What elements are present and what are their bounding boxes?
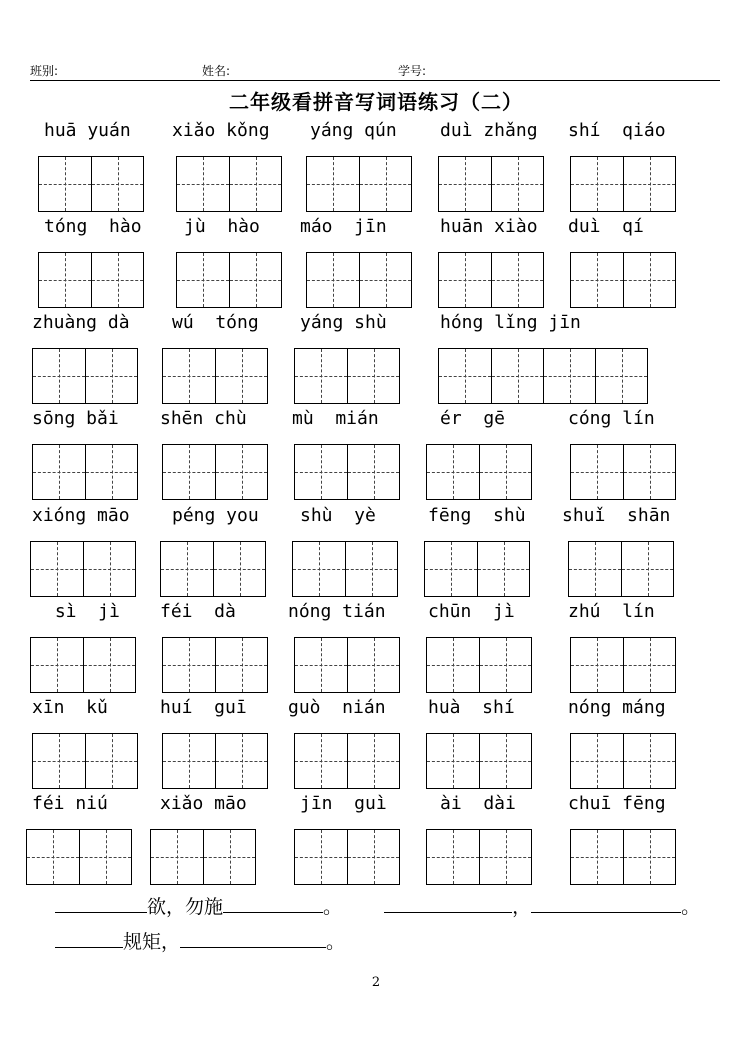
character-box[interactable] [427,734,479,788]
tianzige-grid [570,733,676,789]
tianzige-grid [426,829,532,885]
tianzige-grid [294,637,400,693]
tianzige-grid [306,156,412,212]
fill-line-2 [55,927,345,954]
pinyin-label: cóng lín [568,408,655,429]
tianzige-grid [162,733,268,789]
pinyin-label: nóng máng [568,697,666,718]
name-label: 姓名: [202,64,231,78]
character-box[interactable] [213,542,265,596]
tianzige-grid [294,444,400,500]
tianzige-grid [570,829,676,885]
character-box[interactable] [623,253,675,307]
pinyin-label: duì qí [568,216,644,237]
character-box[interactable] [439,253,491,307]
character-box[interactable] [91,157,143,211]
character-box[interactable] [345,542,397,596]
character-box[interactable] [479,445,531,499]
character-box[interactable] [621,542,673,596]
header-info [30,62,720,80]
pinyin-label: shēn chù [160,408,247,429]
character-box[interactable] [85,445,137,499]
tianzige-grid [570,156,676,212]
class-label: 班别: [30,64,59,78]
character-box[interactable] [177,157,229,211]
tianzige-grid [150,829,256,885]
tianzige-grid [438,348,648,404]
character-box[interactable] [215,445,267,499]
pinyin-label: jù hào [184,216,260,237]
pinyin-label: duì zhǎng [440,120,538,141]
header-divider [30,80,720,81]
tianzige-grid [426,444,532,500]
character-box[interactable] [543,349,595,403]
tianzige-grid [294,829,400,885]
pinyin-label: féi niú [32,793,108,814]
character-box[interactable] [427,445,479,499]
character-box[interactable] [623,157,675,211]
tianzige-grid [570,252,676,308]
character-box[interactable] [571,253,623,307]
tianzige-grid [32,444,138,500]
character-box[interactable] [347,734,399,788]
character-box[interactable] [163,445,215,499]
pinyin-label: ài dài [440,793,516,814]
character-box[interactable] [595,349,647,403]
character-box[interactable] [79,830,131,884]
character-box[interactable] [229,157,281,211]
tianzige-grid [30,541,136,597]
pinyin-label: xiǎo kǒng [172,120,270,141]
pinyin-label: shuǐ shān [562,505,671,526]
character-box[interactable] [571,734,623,788]
page-number: 2 [371,975,381,990]
answer-blank[interactable] [384,911,512,913]
pinyin-label: chuī fēng [568,793,666,814]
character-box[interactable] [295,638,347,692]
character-box[interactable] [347,830,399,884]
student-number-label: 学号: [398,64,427,78]
character-box[interactable] [39,253,91,307]
tianzige-grid [38,252,144,308]
character-box[interactable] [439,349,491,403]
character-box[interactable] [307,253,359,307]
character-box[interactable] [347,445,399,499]
pinyin-label: péng you [172,505,259,526]
tianzige-grid [568,541,674,597]
tianzige-grid [426,733,532,789]
tianzige-grid [438,156,544,212]
pinyin-label: huā yuán [44,120,131,141]
character-box[interactable] [479,638,531,692]
fill-punct: 。 [326,931,346,953]
tianzige-grid [424,541,530,597]
tianzige-grid [160,541,266,597]
answer-blank[interactable] [531,911,681,913]
character-box[interactable] [623,830,675,884]
character-box[interactable] [85,734,137,788]
character-box[interactable] [293,542,345,596]
character-box[interactable] [39,157,91,211]
fill-line-1 [55,892,700,919]
tianzige-grid [162,444,268,500]
character-box[interactable] [85,349,137,403]
page-title: 二年级看拼音写词语练习（二） [229,90,523,114]
pinyin-label: hóng lǐng jīn [440,312,581,333]
pinyin-label: tóng hào [44,216,142,237]
pinyin-label: fēng shù [428,505,526,526]
character-box[interactable] [623,734,675,788]
tianzige-grid [438,252,544,308]
character-box[interactable] [83,542,135,596]
character-box[interactable] [151,830,203,884]
character-box[interactable] [569,542,621,596]
character-box[interactable] [177,253,229,307]
character-box[interactable] [477,542,529,596]
character-box[interactable] [33,445,85,499]
pinyin-label: sōng bǎi [32,408,119,429]
pinyin-label: yáng shù [300,312,387,333]
character-box[interactable] [571,638,623,692]
character-box[interactable] [203,830,255,884]
tianzige-grid [162,348,268,404]
tianzige-grid [26,829,132,885]
pinyin-label: shù yè [300,505,376,526]
character-box[interactable] [31,638,83,692]
character-box[interactable] [91,253,143,307]
character-box[interactable] [427,830,479,884]
tianzige-grid [306,252,412,308]
character-box[interactable] [571,830,623,884]
character-box[interactable] [229,253,281,307]
tianzige-grid [176,252,282,308]
tianzige-grid [294,348,400,404]
tianzige-grid [570,444,676,500]
fill-text: 规矩， [123,931,181,953]
tianzige-grid [292,541,398,597]
character-box[interactable] [161,542,213,596]
character-box[interactable] [491,157,543,211]
pinyin-label: xióng māo [32,505,130,526]
pinyin-label: shí qiáo [568,120,666,141]
answer-blank[interactable] [223,911,323,913]
tianzige-grid [32,733,138,789]
pinyin-label: sì jì [44,601,120,622]
pinyin-label: féi dà [160,601,236,622]
pinyin-label: huí guī [160,697,247,718]
character-box[interactable] [359,157,411,211]
character-box[interactable] [491,253,543,307]
tianzige-grid [30,637,136,693]
answer-blank[interactable] [180,946,326,948]
tianzige-grid [38,156,144,212]
fill-text: 欲，勿施 [147,896,224,918]
tianzige-grid [32,348,138,404]
character-box[interactable] [83,638,135,692]
character-box[interactable] [623,638,675,692]
character-box[interactable] [163,638,215,692]
pinyin-label: xiǎo māo [160,793,247,814]
pinyin-label: zhuàng dà [32,312,130,333]
character-box[interactable] [31,542,83,596]
character-box[interactable] [295,445,347,499]
character-box[interactable] [215,734,267,788]
pinyin-label: yáng qún [310,120,397,141]
tianzige-grid [176,156,282,212]
character-box[interactable] [479,734,531,788]
pinyin-label: máo jīn [300,216,387,237]
character-box[interactable] [295,734,347,788]
character-box[interactable] [359,253,411,307]
tianzige-grid [426,637,532,693]
character-box[interactable] [491,349,543,403]
pinyin-label: wú tóng [172,312,259,333]
pinyin-label: nóng tián [288,601,386,622]
pinyin-label: chūn jì [428,601,515,622]
character-box[interactable] [33,734,85,788]
pinyin-label: ér gē [440,408,506,429]
character-box[interactable] [571,445,623,499]
character-box[interactable] [623,445,675,499]
character-box[interactable] [439,157,491,211]
character-box[interactable] [425,542,477,596]
character-box[interactable] [295,830,347,884]
character-box[interactable] [347,638,399,692]
fill-punct: ， [512,896,532,918]
character-box[interactable] [295,349,347,403]
fill-punct: 。 [323,896,343,918]
character-box[interactable] [33,349,85,403]
pinyin-label: guò nián [288,697,386,718]
pinyin-label: mù mián [292,408,379,429]
pinyin-label: zhú lín [568,601,655,622]
character-box[interactable] [571,157,623,211]
answer-blank[interactable] [55,911,147,913]
character-box[interactable] [215,638,267,692]
character-box[interactable] [163,349,215,403]
character-box[interactable] [163,734,215,788]
character-box[interactable] [215,349,267,403]
pinyin-label: xīn kǔ [32,697,108,718]
pinyin-label: jīn guì [300,793,387,814]
character-box[interactable] [347,349,399,403]
pinyin-label: huà shí [428,697,515,718]
character-box[interactable] [427,638,479,692]
tianzige-grid [570,637,676,693]
character-box[interactable] [27,830,79,884]
fill-punct: 。 [681,896,701,918]
tianzige-grid [162,637,268,693]
tianzige-grid [294,733,400,789]
character-box[interactable] [479,830,531,884]
pinyin-label: huān xiào [440,216,538,237]
character-box[interactable] [307,157,359,211]
answer-blank[interactable] [55,946,123,948]
